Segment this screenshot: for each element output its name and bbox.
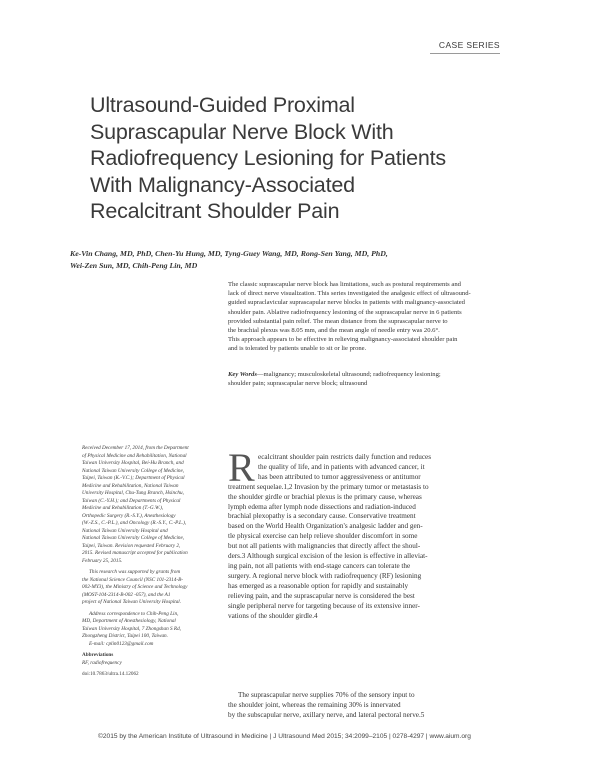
note-line: February 25, 2015. [82, 557, 123, 564]
note-line: Address correspondence to Chih-Peng Lin, [89, 610, 179, 617]
note-line: Taiwan University Hospital, Bei-Hu Branch, and [82, 460, 184, 466]
drop-cap: R [228, 445, 255, 490]
keywords-label: Key Words [228, 371, 257, 378]
body-line: treatment sequelae.1,2 Invasion by the primary tumor or metastasis to [228, 482, 429, 491]
note-line: Received December 17, 2014, from the Department [82, 445, 189, 451]
abstract-line: provided substantial pain relief. The mean distance from the suprascapular nerve to [228, 317, 448, 325]
title-line: With Malignancy-Associated [90, 172, 355, 197]
abstract-line: The classic suprascapular nerve block has limitations, such as postural requirements and [228, 281, 461, 288]
body-line: lymph edema after lymph node dissections and radiation-induced [228, 502, 416, 511]
author-list [70, 248, 510, 271]
abstract-line: lack of direct nerve visualization. This series investigated the analgesic effect of ultrasound- [228, 290, 471, 298]
keywords-text: —malignancy; musculoskeletal ultrasound; radiofrequency lesioning; [256, 371, 441, 378]
body-paragraph-1 [228, 453, 504, 621]
note-line: 2015. Revised manuscript accepted for publication [82, 550, 188, 556]
note-line: Taipei, Taiwan. Revision requested February 2, [82, 542, 181, 549]
abstract-line: and is tolerated by patients unable to sit or lie prone. [228, 345, 367, 353]
note-line: Taiwan (C.-Y.H.); and Departments of Physical [82, 497, 181, 504]
body-line: ders.3 Although surgical excision of the lesion is effective in alleviat- [228, 552, 428, 561]
note-line: (MOST-104-2314-B-002 -057), and the A1 [82, 591, 171, 598]
body-line: surgery. A regional nerve block with radiofrequency (RF) lesioning [228, 571, 422, 580]
title-line: Ultrasound-Guided Proximal [90, 93, 355, 117]
body-line: based on the World Health Organization's analgesic ladder and gen- [228, 522, 423, 531]
body-line: has emerged as a reasonable option for rapidly and sustainably [228, 581, 409, 590]
body-line: but not all patients with malignancies that directly affect the shoul- [228, 542, 421, 551]
footer-citation: ©2015 by the American Institute of Ultrasound in Medicine | J Ultrasound Med 2015; 34:2099–2105 | 0278-4297 | www.aium.org [98, 733, 471, 740]
note-line: Taipei, Taiwan (K.-V.C.); Department of Physical [82, 475, 185, 481]
abbreviations-list: RF, radiofrequency [82, 659, 122, 666]
email-line: E-mail: cplin0123@gmail.com [89, 640, 154, 647]
body-line: vations of the shoulder girdle.4 [228, 611, 318, 620]
note-line: This research was supported by grants from [89, 569, 181, 575]
abstract-line: shoulder pain. Ablative radiofrequency lesioning of the suprascapular nerve in 6 patients [228, 308, 462, 316]
body-line: tle physical exercise can help relieve shoulder discomfort in some [228, 532, 418, 541]
keywords [228, 370, 504, 388]
title-line: Suprascapular Nerve Block With [90, 119, 394, 144]
article-notes-sidebar [82, 445, 222, 679]
note-line: Zhongzheng District, Taipei 100, Taiwan. [82, 633, 168, 639]
article-title [90, 92, 530, 225]
doi: doi:10.7863/ultra.14.12062 [82, 671, 139, 677]
body-line: the shoulder girdle or brachial plexus is the primary cause, whereas [228, 492, 422, 501]
note-line: National Taiwan University College of Medicine, [82, 535, 185, 541]
note-line: Medicine and Rehabilitation (T.-G.W.), [82, 505, 164, 511]
keywords-line: shoulder pain; suprascapular nerve block; ultrasound [228, 380, 368, 388]
abstract-line: This approach appears to be effective in relieving malignancy-associated shoulder pain [228, 336, 458, 344]
received-note [82, 445, 222, 565]
abstract-line: the brachial plexus was 8.05 mm, and the mean angle of needle entry was 20.6°. [228, 327, 440, 335]
body-line: the shoulder joint, whereas the remaining 30% is innervated [228, 700, 401, 709]
note-line: National Taiwan University Hospital and [82, 527, 168, 534]
article-type-label: CASE SERIES [438, 40, 500, 50]
body-line: The suprascapular nerve supplies 70% of the sensory input to [238, 691, 415, 699]
keywords-line [228, 370, 504, 379]
body-line: the quality of life, and in patients with advanced cancer, it [258, 462, 425, 471]
body-line: has been attributed to tumor aggressiveness or antitumor [258, 472, 421, 481]
correspondence-note [82, 611, 222, 649]
body-paragraph-2 [228, 691, 504, 721]
body-line: single peripheral nerve for targeting because of its extensive inner- [228, 601, 420, 610]
note-line: of Physical Medicine and Rehabilitation, National [82, 452, 187, 459]
body-line: relieving pain, and the suprascapular nerve is considered the best [228, 591, 415, 600]
note-line: 002-MY3), the Ministry of Science and Technology [82, 584, 188, 590]
note-line: Taiwan University Hospital, 7 Zhongshan S Rd, [82, 625, 181, 632]
note-line: (W.-Z.S., C.-P.L.), and Oncology (R.-S.Y., C.-P.L.), [82, 520, 187, 526]
author-line: Wei-Zen Sun, MD, Chih-Peng Lin, MD [70, 260, 198, 270]
body-line: by the subscapular nerve, axillary nerve, and lateral pectoral nerve.5 [228, 710, 425, 719]
author-line: Ke-Vin Chang, MD, PhD, Chen-Yu Hung, MD, Tyng-Guey Wang, MD, Rong-Sen Yang, MD, PhD, [70, 249, 388, 258]
title-line: Radiofrequency Lesioning for Patients [90, 146, 446, 170]
note-line: Medicine and Rehabilitation, National Taiwan [82, 482, 179, 489]
abstract-line: guided supraclavicular suprascapular nerve blocks in patients with malignancy-associated [228, 299, 465, 307]
note-line: National Taiwan University College of Medicine, [82, 467, 185, 474]
note-line: University Hospital, Chu-Tung Branch, Hsinchu, [82, 490, 184, 496]
note-line: Orthopedic Surgery (R.-S.Y.), Anesthesiology [82, 512, 176, 519]
funding-note [82, 569, 222, 607]
abstract [228, 280, 504, 354]
body-line: ecalcitrant shoulder pain restricts daily function and reduces [258, 453, 432, 461]
abbreviations-heading: Abbreviations [82, 652, 114, 658]
note-line: MD, Department of Anesthesiology, National [82, 618, 176, 624]
note-line: the National Science Council (NSC 101-2314-B- [82, 576, 183, 583]
body-line: brachial plexopathy is a secondary cause. Conservative treatment [228, 512, 416, 521]
body-line: ing pain, not all patients with end-stage cancers can tolerate the [228, 561, 411, 570]
page-footer [98, 733, 500, 740]
note-line: project of National Taiwan University Hospital. [82, 599, 182, 605]
header-rule [430, 53, 500, 54]
title-line: Recalcitrant Shoulder Pain [90, 199, 340, 223]
